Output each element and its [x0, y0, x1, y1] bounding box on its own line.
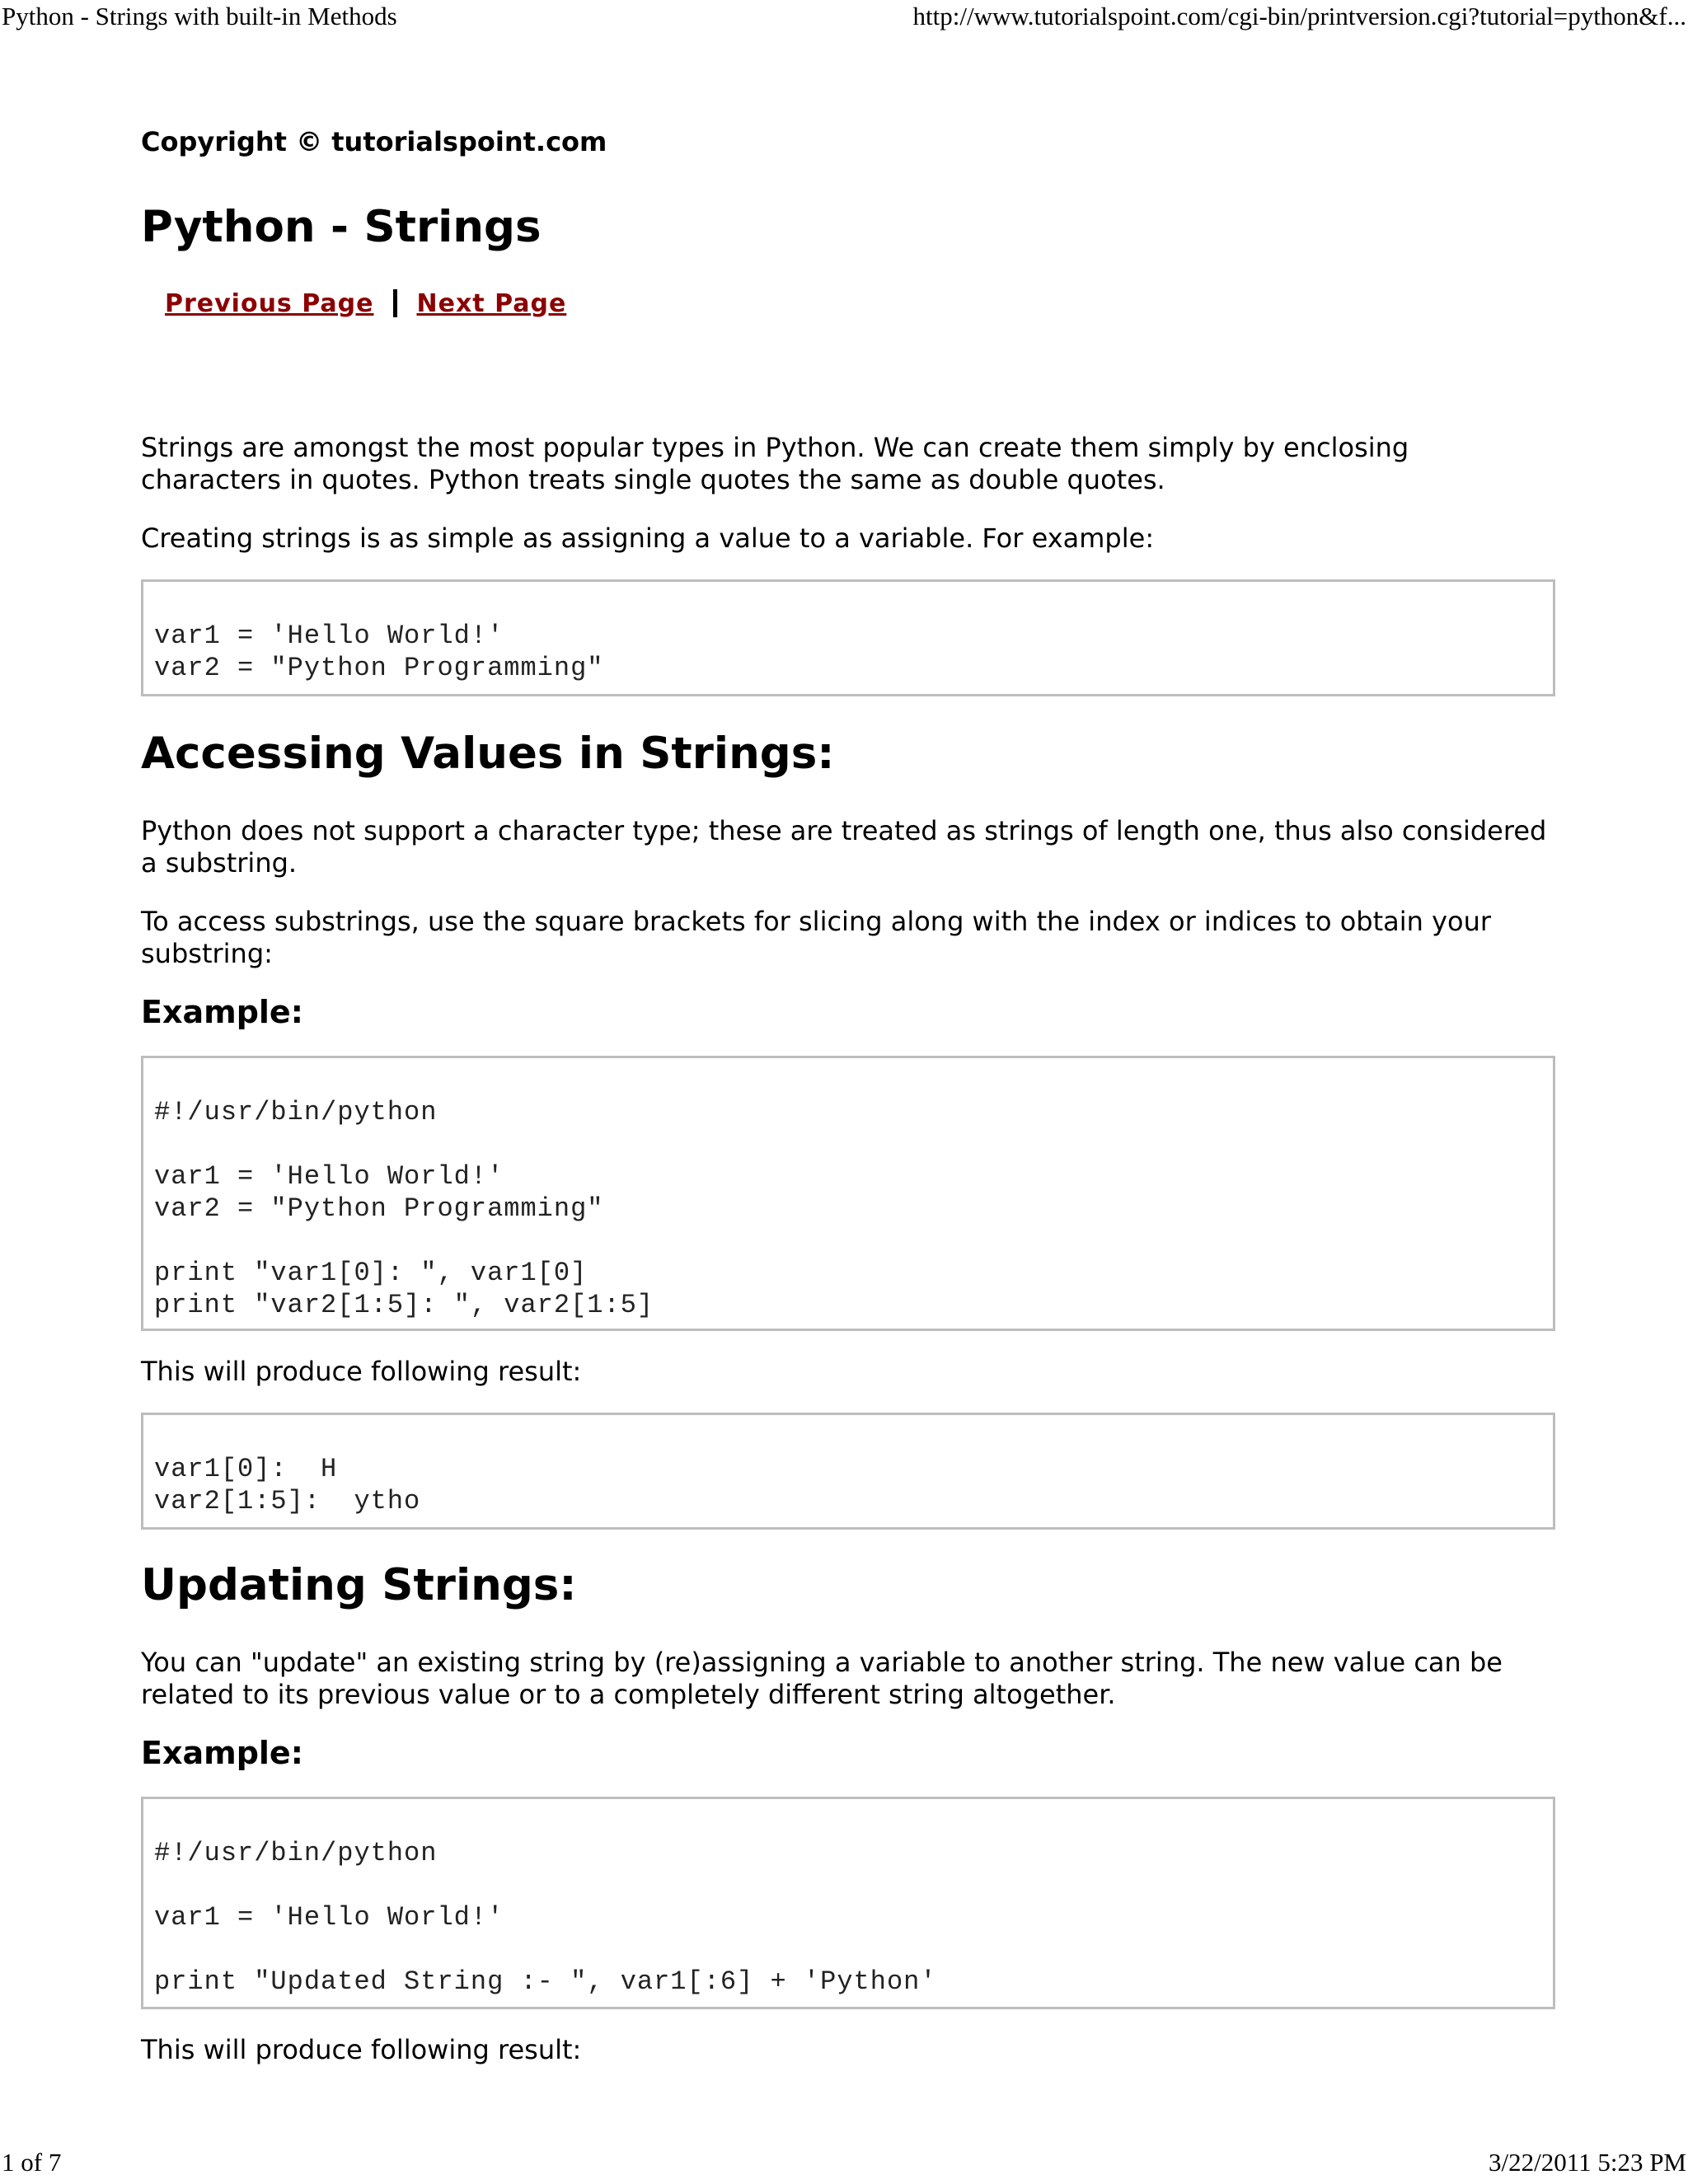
accessing-paragraph-1: Python does not support a character type; these are treated as strings of length one, thus also considered a substring.: [141, 815, 1547, 879]
creating-paragraph: Creating strings is as simple as assigning a value to a variable. For example:: [141, 523, 1155, 554]
page-navigation: [165, 285, 1555, 321]
page-title: Python - Strings: [141, 202, 542, 252]
code-block-assign: var1 = 'Hello World!' var2 = "Python Programming": [141, 579, 1555, 696]
copyright-notice: Copyright © tutorialspoint.com: [141, 126, 607, 157]
page-counter: 1 of 7: [2, 2148, 62, 2177]
accessing-paragraph-2: To access substrings, use the square brackets for slicing along with the index or indices to obtain your substring:: [141, 906, 1492, 969]
next-page-link[interactable]: Next Page: [416, 288, 567, 318]
code-block-updating: #!/usr/bin/python var1 = 'Hello World!' print "Updated String :- ", var1[:6] + 'Python': [141, 1797, 1555, 2009]
result-label-updating: This will produce following result:: [141, 2034, 582, 2065]
print-header-url: http://www.tutorialspoint.com/cgi-bin/printversion.cgi?tutorial=python&f...: [912, 2, 1686, 30]
print-header-title: Python - Strings with built-in Methods: [2, 2, 397, 30]
code-block-accessing: #!/usr/bin/python var1 = 'Hello World!' var2 = "Python Programming" print "var1[0]: ", var1[0] print "var2[1:5]: ", var2[1:5]: [141, 1056, 1555, 1331]
article: [141, 122, 1555, 2066]
code-block-accessing-result: var1[0]: H var2[1:5]: ytho: [141, 1413, 1555, 1530]
result-label-accessing: This will produce following result:: [141, 1356, 582, 1387]
section-heading-updating: Updating Strings:: [141, 1560, 577, 1610]
example-heading-updating: Example:: [141, 1735, 303, 1771]
print-datetime: 3/22/2011 5:23 PM: [1489, 2148, 1686, 2177]
example-heading-accessing: Example:: [141, 994, 303, 1030]
print-header: [0, 0, 1688, 33]
previous-page-link[interactable]: Previous Page: [165, 288, 374, 318]
print-footer: [0, 2143, 1688, 2184]
section-heading-accessing: Accessing Values in Strings:: [141, 729, 835, 779]
nav-separator: [393, 289, 397, 317]
updating-paragraph: You can "update" an existing string by (re)assigning a variable to another string. The new value can be related to its previous value or to a completely different string altogether.: [141, 1647, 1503, 1710]
intro-paragraph: Strings are amongst the most popular types in Python. We can create them simply by enclosing characters in quotes. Python treats single quotes the same as double quotes.: [141, 432, 1409, 495]
